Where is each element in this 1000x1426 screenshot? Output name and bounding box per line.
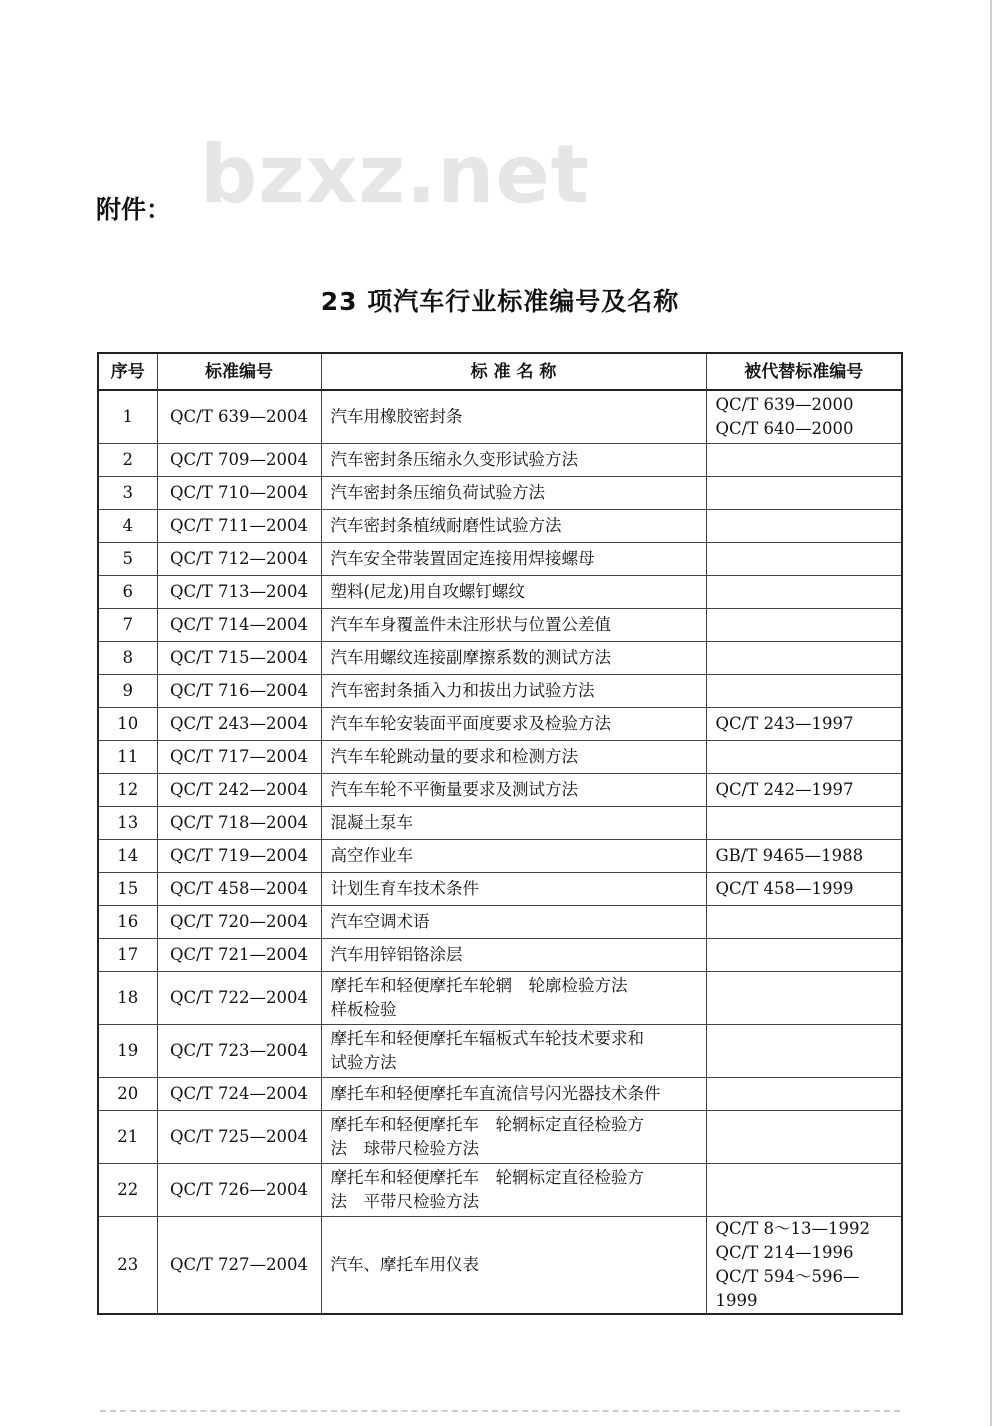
- header-code: 标准编号: [157, 353, 321, 390]
- cell-name-line: 摩托车和轻便摩托车轮辋 轮廓检验方法: [330, 976, 628, 995]
- cell-code: QC/T 725—2004: [157, 1111, 321, 1164]
- cell-no: 21: [98, 1111, 157, 1164]
- table-row: [98, 477, 902, 510]
- cell-no: 12: [98, 774, 157, 807]
- table-row: [98, 1164, 902, 1217]
- header-replaced: 被代替标准编号: [706, 353, 902, 390]
- table-row: [98, 510, 902, 543]
- table-header-row: [98, 353, 902, 390]
- table-row: [98, 906, 902, 939]
- cell-name-line: 样板检验: [330, 1000, 397, 1019]
- cell-replaced: [706, 840, 902, 873]
- cell-no: 4: [98, 510, 157, 543]
- cell-code: QC/T 709—2004: [157, 444, 321, 477]
- cell-name: [321, 1164, 706, 1217]
- cell-no: 3: [98, 477, 157, 510]
- replaced-code: QC/T 214—1996: [715, 1243, 854, 1262]
- table-row: [98, 807, 902, 840]
- cell-code: QC/T 711—2004: [157, 510, 321, 543]
- cell-name: 汽车车轮不平衡量要求及测试方法: [321, 774, 706, 807]
- cell-name: 汽车密封条插入力和拔出力试验方法: [321, 675, 706, 708]
- table-row: [98, 543, 902, 576]
- cell-code: QC/T 719—2004: [157, 840, 321, 873]
- table-row: [98, 1078, 902, 1111]
- cell-code: QC/T 721—2004: [157, 939, 321, 972]
- cell-name: 汽车用锌铝铬涂层: [321, 939, 706, 972]
- cell-no: 16: [98, 906, 157, 939]
- cell-no: 1: [98, 390, 157, 444]
- cell-name: [321, 972, 706, 1025]
- header-name: 标 准 名 称: [321, 353, 706, 390]
- cell-replaced: [706, 873, 902, 906]
- watermark: bzxz.net: [200, 128, 590, 221]
- cell-replaced: [706, 510, 902, 543]
- cell-replaced: [706, 807, 902, 840]
- table-row: [98, 774, 902, 807]
- cell-no: 14: [98, 840, 157, 873]
- cell-no: 11: [98, 741, 157, 774]
- cell-name: 汽车密封条压缩负荷试验方法: [321, 477, 706, 510]
- cell-name: 汽车空调术语: [321, 906, 706, 939]
- cell-replaced: [706, 675, 902, 708]
- replaced-code: QC/T 594～596—1999: [715, 1267, 860, 1310]
- cell-no: 20: [98, 1078, 157, 1111]
- cell-replaced: [706, 1217, 902, 1315]
- table-row: [98, 1111, 902, 1164]
- table-row: [98, 708, 902, 741]
- cell-name-line: 法 平带尺检验方法: [330, 1192, 479, 1211]
- cell-no: 15: [98, 873, 157, 906]
- cell-no: 2: [98, 444, 157, 477]
- replaced-code: QC/T 242—1997: [715, 780, 854, 799]
- cell-name-line: 摩托车和轻便摩托车辐板式车轮技术要求和: [330, 1029, 644, 1048]
- cell-name: [321, 1111, 706, 1164]
- cell-name: 摩托车和轻便摩托车直流信号闪光器技术条件: [321, 1078, 706, 1111]
- replaced-code: QC/T 8～13—1992: [715, 1219, 870, 1238]
- cell-replaced: [706, 1078, 902, 1111]
- cell-no: 9: [98, 675, 157, 708]
- cell-code: QC/T 718—2004: [157, 807, 321, 840]
- table-body: [98, 390, 902, 1314]
- cell-code: QC/T 727—2004: [157, 1217, 321, 1315]
- scan-edge-marks: [100, 1410, 900, 1415]
- table-row: [98, 972, 902, 1025]
- cell-code: QC/T 724—2004: [157, 1078, 321, 1111]
- cell-code: QC/T 715—2004: [157, 642, 321, 675]
- page-edge-shadow: [990, 0, 992, 1426]
- cell-replaced: [706, 972, 902, 1025]
- cell-no: 13: [98, 807, 157, 840]
- replaced-code: QC/T 639—2000: [715, 395, 854, 414]
- cell-no: 19: [98, 1025, 157, 1078]
- cell-code: QC/T 713—2004: [157, 576, 321, 609]
- cell-no: 7: [98, 609, 157, 642]
- cell-name: 汽车车身覆盖件未注形状与位置公差值: [321, 609, 706, 642]
- attachment-label: 附件：: [96, 195, 172, 224]
- cell-name: 高空作业车: [321, 840, 706, 873]
- cell-no: 18: [98, 972, 157, 1025]
- table-row: [98, 1217, 902, 1315]
- cell-name-line: 摩托车和轻便摩托车 轮辋标定直径检验方: [330, 1168, 644, 1187]
- cell-code: QC/T 716—2004: [157, 675, 321, 708]
- table-row: [98, 939, 902, 972]
- cell-name: 汽车车轮跳动量的要求和检测方法: [321, 741, 706, 774]
- cell-code: QC/T 243—2004: [157, 708, 321, 741]
- cell-code: QC/T 720—2004: [157, 906, 321, 939]
- cell-name-line: 摩托车和轻便摩托车 轮辋标定直径检验方: [330, 1115, 644, 1134]
- cell-replaced: [706, 1111, 902, 1164]
- document-title: 23 项汽车行业标准编号及名称: [320, 287, 680, 316]
- table-row: [98, 642, 902, 675]
- cell-replaced: [706, 1025, 902, 1078]
- table-row: [98, 741, 902, 774]
- cell-replaced: [706, 390, 902, 444]
- cell-name: 汽车用螺纹连接副摩擦系数的测试方法: [321, 642, 706, 675]
- replaced-code: QC/T 458—1999: [715, 879, 854, 898]
- table-row: [98, 873, 902, 906]
- cell-code: QC/T 714—2004: [157, 609, 321, 642]
- cell-name: 塑料(尼龙)用自攻螺钉螺纹: [321, 576, 706, 609]
- cell-replaced: [706, 642, 902, 675]
- cell-no: 17: [98, 939, 157, 972]
- cell-name: 汽车安全带装置固定连接用焊接螺母: [321, 543, 706, 576]
- cell-code: QC/T 722—2004: [157, 972, 321, 1025]
- cell-name: 计划生育车技术条件: [321, 873, 706, 906]
- cell-name: 汽车车轮安装面平面度要求及检验方法: [321, 708, 706, 741]
- cell-no: 5: [98, 543, 157, 576]
- cell-name-line: 法 球带尺检验方法: [330, 1139, 479, 1158]
- cell-code: QC/T 717—2004: [157, 741, 321, 774]
- replaced-code: QC/T 243—1997: [715, 714, 854, 733]
- cell-replaced: [706, 774, 902, 807]
- cell-code: QC/T 639—2004: [157, 390, 321, 444]
- header-no: 序号: [98, 353, 157, 390]
- cell-replaced: [706, 576, 902, 609]
- table-row: [98, 390, 902, 444]
- standards-table: [97, 352, 903, 1315]
- cell-code: QC/T 723—2004: [157, 1025, 321, 1078]
- table-row: [98, 1025, 902, 1078]
- table-row: [98, 444, 902, 477]
- cell-replaced: [706, 609, 902, 642]
- cell-replaced: [706, 939, 902, 972]
- cell-name: 汽车密封条植绒耐磨性试验方法: [321, 510, 706, 543]
- replaced-code: GB/T 9465—1988: [715, 846, 864, 865]
- table-row: [98, 675, 902, 708]
- cell-code: QC/T 712—2004: [157, 543, 321, 576]
- cell-code: QC/T 242—2004: [157, 774, 321, 807]
- cell-code: QC/T 458—2004: [157, 873, 321, 906]
- cell-replaced: [706, 906, 902, 939]
- cell-no: 8: [98, 642, 157, 675]
- cell-code: QC/T 726—2004: [157, 1164, 321, 1217]
- cell-replaced: [706, 543, 902, 576]
- cell-replaced: [706, 1164, 902, 1217]
- cell-no: 23: [98, 1217, 157, 1315]
- cell-code: QC/T 710—2004: [157, 477, 321, 510]
- cell-name: [321, 1025, 706, 1078]
- cell-no: 22: [98, 1164, 157, 1217]
- cell-name-line: 试验方法: [330, 1053, 397, 1072]
- cell-replaced: [706, 477, 902, 510]
- table-row: [98, 609, 902, 642]
- cell-replaced: [706, 444, 902, 477]
- cell-name: 混凝土泵车: [321, 807, 706, 840]
- cell-name: 汽车密封条压缩永久变形试验方法: [321, 444, 706, 477]
- cell-name: 汽车、摩托车用仪表: [321, 1217, 706, 1315]
- cell-no: 6: [98, 576, 157, 609]
- table-row: [98, 840, 902, 873]
- cell-name: 汽车用橡胶密封条: [321, 390, 706, 444]
- cell-replaced: [706, 708, 902, 741]
- cell-replaced: [706, 741, 902, 774]
- replaced-code: QC/T 640—2000: [715, 419, 854, 438]
- table-row: [98, 576, 902, 609]
- cell-no: 10: [98, 708, 157, 741]
